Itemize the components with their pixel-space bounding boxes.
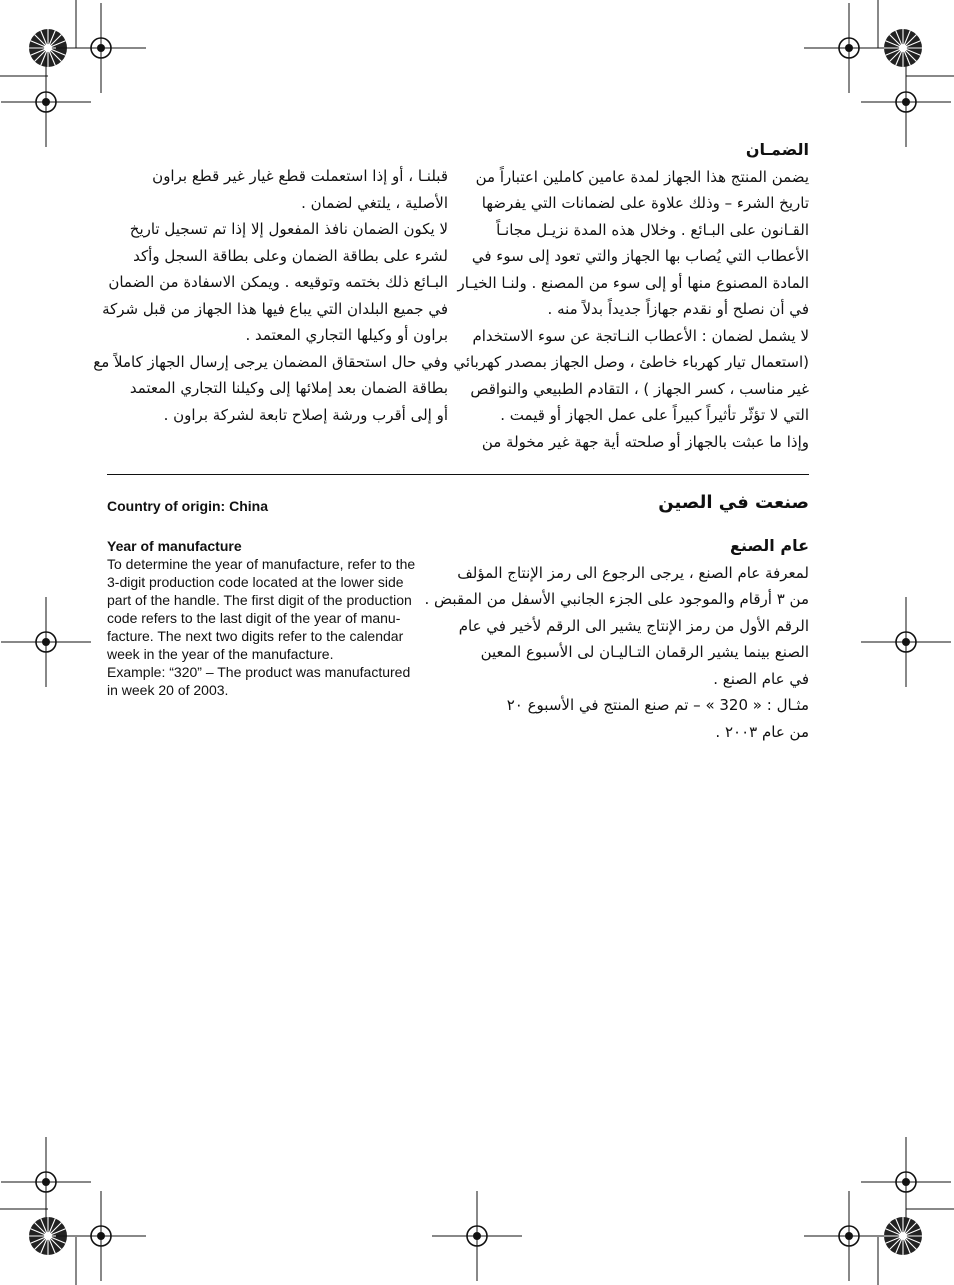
manufacture-en-line: Example: “320” – The product was manufactured — [107, 664, 411, 680]
manufacture-en-line: facture. The next two digits refer to the calendar — [107, 628, 404, 644]
warranty-left-column — [93, 163, 448, 428]
warranty-text-line: وفي حال استحقاق المضمان يرجى إرسال الجهاز كاملاً مع — [93, 352, 448, 371]
warranty-text-line: القـانون على البـائع . وخلال هذه المدة نزيـل مجانـاً — [496, 220, 809, 239]
manufacture-en-line: code refers to the last digit of the year of manu- — [107, 610, 401, 626]
warranty-text-line: (استعمال تيار كهرباء خاطئ ، وصل الجهاز بمصدر كهربائي — [453, 353, 809, 371]
warranty-text-line: البـائع ذلك بختمه وتوقيعه . ويمكن الاسفادة من الضمان — [108, 273, 448, 291]
manufacture-en-heading: Year of manufacture — [107, 538, 242, 554]
warranty-heading: الضمـان — [745, 140, 809, 159]
manufacture-english — [107, 537, 457, 699]
origin-ar-heading: صنعت في الصين — [658, 492, 809, 513]
warranty-text-line: تاريخ الشرء – وذلك علاوة على لضمانات التي يفرضها — [481, 194, 809, 212]
warranty-text-line: لا يكون الضمان نافذ المفعول إلا إذا تم تسجيل تاريخ — [129, 220, 448, 238]
manufacture-ar-line: لمعرفة عام الصنع ، يرجى الرجوع الى رمز الإنتاج المؤلف — [457, 563, 809, 582]
manufacture-en-line: in week 20 of 2003. — [107, 682, 229, 698]
warranty-text-line: غير مناسب ، كسر الجهاز ) ، التقادم الطبيعي والنواقص — [470, 379, 809, 398]
manufacture-ar-line: الصنع بينما يشير الرقمان التـاليـان لى الأسبوع المعين — [480, 643, 809, 661]
manufacture-ar-line: من ٣ أرقام والموجود على الجزء الجانبي الأسفل من المقبض . — [424, 590, 809, 608]
warranty-text-line: التي لا تؤثّر تأثيراً كبيراً على عمل الجهاز أو قيمت . — [500, 406, 809, 424]
manufacture-en-line: week in the year of the manufacture. — [107, 646, 334, 662]
manufacture-ar-heading: عام الصنع — [730, 536, 809, 555]
origin-english — [107, 497, 457, 515]
manufacture-ar-line: في عام الصنع . — [713, 669, 809, 688]
origin-arabic — [449, 490, 809, 517]
warranty-text-line: في أن نصلح أو نقدم جهازاً جديداً بدلاً منه . — [547, 300, 809, 318]
warranty-right-column — [449, 137, 809, 455]
warranty-text-line: براون أو وكيلها التجاري المعتمد . — [245, 326, 448, 344]
manufacture-en-line: To determine the year of manufacture, refer to the — [107, 556, 416, 572]
warranty-text-line: الأعطاب التي يُصاب بها الجهاز والتي تعود إلى سوء في — [471, 247, 809, 265]
warranty-text-line: قبلنـا ، أو إذا استعملت قطع غيار غير قطع براون — [152, 167, 448, 185]
warranty-text-line: وإذا ما عبثت بالجهاز أو صلحته أية جهة غير مخولة من — [481, 432, 809, 451]
warranty-text-line: لشرء على بطاقة الضمان وعلى بطاقة السجل وأكد — [133, 246, 448, 265]
manufacture-ar-line: من عام ٢٠٠٣ . — [715, 722, 809, 741]
warranty-text-line: لا يشمل لضمان : الأعطاب النـاتجة عن سوء الاستخدام — [472, 326, 809, 345]
warranty-text-line: في جميع البلدان التي يباع فيها هذا الجهاز من قبل شركة — [102, 299, 448, 318]
manufacture-ar-line: مثـال : « 320 » – تم صنع المنتج في الأسبوع ٢٠ — [506, 696, 809, 714]
warranty-text-line: أو إلى أقرب ورشة إصلاح تابعة لشركة براون . — [163, 405, 448, 424]
section-divider — [107, 474, 809, 475]
warranty-text-line: يضمن المنتج هذا الجهاز لمدة عامين كاملين اعتباراً من — [475, 167, 809, 186]
warranty-text-line: بطاقة الضمان بعد إملائها إلى وكيلنا التجاري المعتمد — [129, 379, 448, 397]
warranty-text-line: الأصلية ، يلتغي لضمان . — [301, 193, 448, 212]
origin-en-heading: Country of origin: China — [107, 498, 268, 514]
manufacture-en-line: 3-digit production code located at the lower side — [107, 574, 404, 590]
manufacture-arabic — [424, 533, 809, 745]
warranty-text-line: المادة المصنوع منها أو إلى سوء من المصنع . ولنـا الخيـار — [457, 273, 809, 292]
manufacture-ar-line: الرقم الأول من رمز الإنتاج يشير الى الرقم لأخير في عام — [458, 616, 809, 635]
manufacture-en-line: part of the handle. The first digit of the production — [107, 592, 412, 608]
